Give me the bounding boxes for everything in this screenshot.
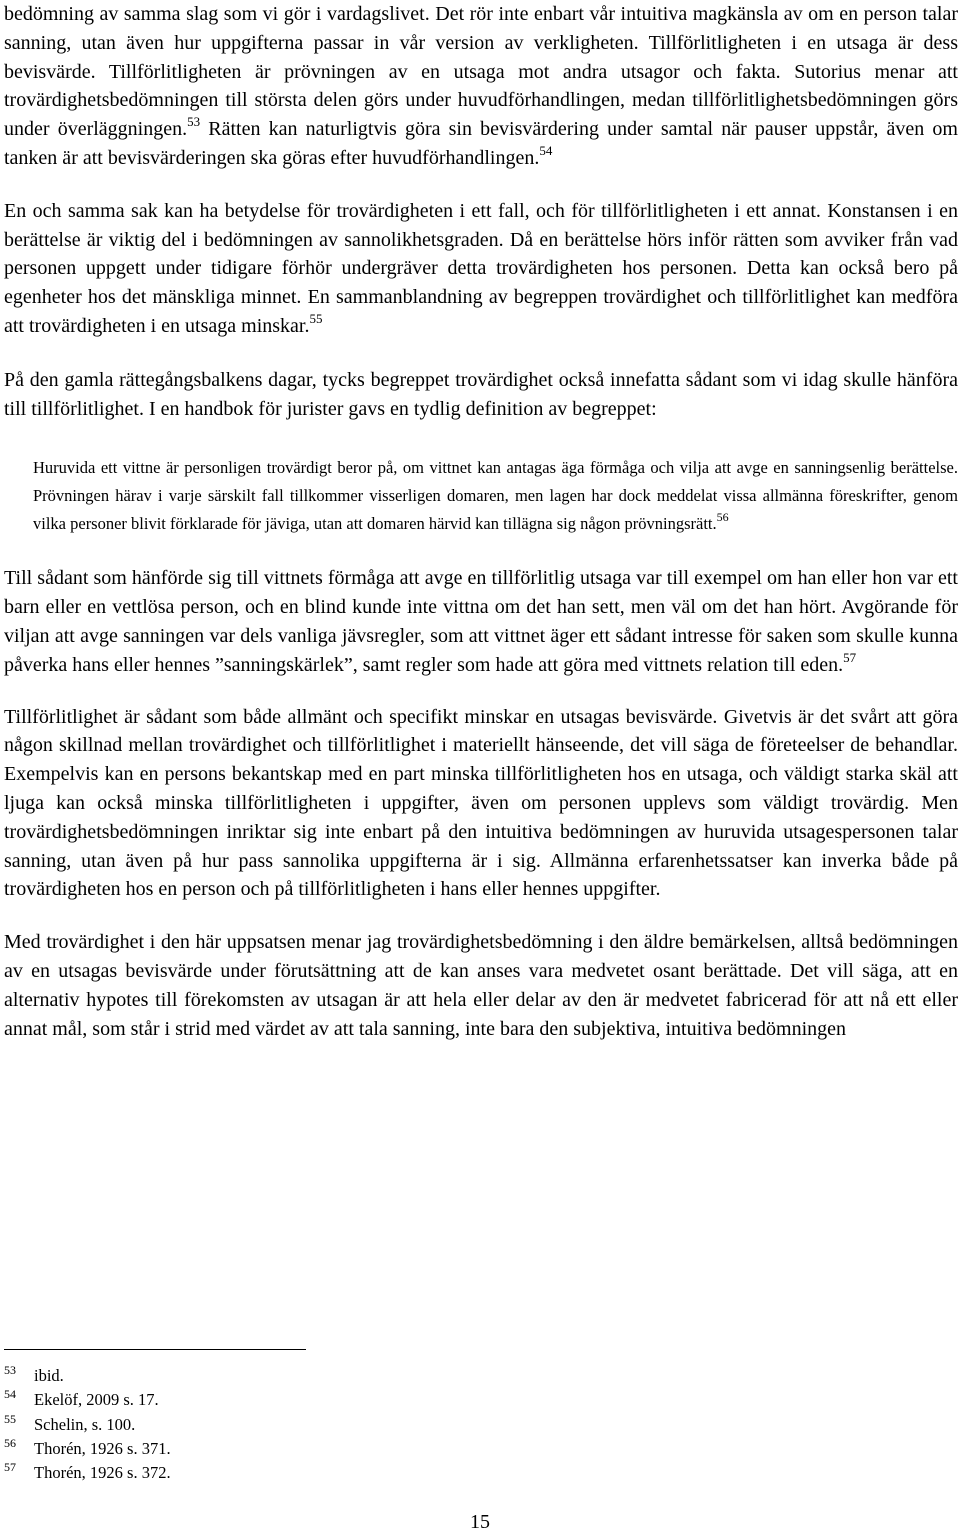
footnotes xyxy=(4,1364,504,1485)
paragraph-text: Tillförlitlighet är sådant som både allmänt och specifikt minskar en utsagas bevisvärde. Givetvis är det svårt att göra någon skillnad mellan trovärdighet och tillförlitlighet i materiellt hänseende, det vill säga de företeelser de behandlar. Exempelvis kan en persons bekantskap med en part minska tillförlitligheten hos en utsaga, och väldigt starka skäl att ljuga kan också minska tillförlitligheten i uppgifter, även om personen upplevs som väldigt trovärdig. Men trovärdighetsbedömningen inriktar sig inte enbart på den intuitiva bedömningen av huruvida utsagespersonen talar sanning, utan även på hur pass sannolika uppgifterna är i sig. Allmänna erfarenhetssatser kan inverka både på trovärdigheten hos en person och på tillförlitligheten i hans eller hennes uppgifter. xyxy=(4,705,958,901)
footnote-ref[interactable]: 56 xyxy=(716,510,729,525)
quote-text: Huruvida ett vittne är personligen trovärdigt beror på, om vittnet kan antagas äga förmåga och vilja att avge en sanningsenlig berättelse. Prövningen härav i varje särskilt fall tillkommer visserligen domaren, men lagen har dock meddelat vissa allmänna föreskrifter, genom vilka personer blivit förklarade för jäviga, utan att domaren härvid kan tillägna sig någon prövningsrätt. xyxy=(33,458,958,534)
footnote-item xyxy=(4,1461,504,1485)
paragraph-6 xyxy=(4,928,958,1043)
paragraph-text: Rätten kan naturligtvis göra sin bevisvärdering under samtal när pauser uppstår, även om tanken är att bevisvärderingen ska göras efter huvudförhandlingen. xyxy=(4,118,958,169)
footnote-text: ibid. xyxy=(34,1366,64,1385)
paragraph-4 xyxy=(4,564,958,679)
footnote-divider xyxy=(4,1349,306,1350)
footnote-ref[interactable]: 57 xyxy=(843,649,857,665)
footnote-item xyxy=(4,1413,504,1437)
paragraph-text: På den gamla rättegångsbalkens dagar, tycks begreppet trovärdighet också innefatta sådant som vi idag skulle hänföra till tillförlitlighet. I en handbok för jurister gavs en tydlig definition av begreppet: xyxy=(4,368,958,420)
paragraph-5 xyxy=(4,703,958,905)
footnote-text: Thorén, 1926 s. 371. xyxy=(34,1438,171,1458)
paragraph-1 xyxy=(4,0,958,173)
footnote-number: 57 xyxy=(4,1460,16,1475)
footnote-number: 53 xyxy=(4,1363,16,1377)
footnote-ref[interactable]: 53 xyxy=(187,114,201,130)
paragraph-3 xyxy=(4,366,958,424)
footnote-ref[interactable]: 55 xyxy=(309,310,323,326)
footnote-text: Schelin, s. 100. xyxy=(34,1414,136,1434)
footnote-item xyxy=(4,1364,504,1388)
page-number: 15 xyxy=(470,1511,490,1533)
footnote-item xyxy=(4,1388,504,1412)
page-body xyxy=(4,0,958,1043)
footnote-number: 55 xyxy=(4,1411,16,1426)
footnote-text: Thorén, 1926 s. 372. xyxy=(34,1463,171,1483)
footnote-number: 54 xyxy=(4,1387,16,1402)
paragraph-text: Med trovärdighet i den här uppsatsen menar jag trovärdighetsbedömning i den äldre bemärkelsen, alltså bedömningen av en utsagas bevisvärde under förutsättning att de kan anses vara medvetet osant berättade. Det vill säga, att en alternativ hypotes till förekomsten av utsagan är att hela eller delar av den är medvetet fabricerad för att nå ett eller annat mål, som står i strid med värdet av att tala sanning, inte bara den subjektiva, intuitiva bedömningen xyxy=(4,931,958,1040)
paragraph-2 xyxy=(4,197,958,341)
footnote-text: Ekelöf, 2009 s. 17. xyxy=(34,1390,159,1410)
paragraph-text: Till sådant som hänförde sig till vittnets förmåga att avge en tillförlitlig utsaga var till exempel om han eller hon var ett barn eller en vettlösa person, och en blind kunde inte vittna om det han sett, men väl om det han hört. Avgörande för viljan att avge sanningen var dels vanliga jävsregler, som att vittnet äger ett sådant intresse för saken som skulle kunna påverka hans eller hennes ”sanningskärlek”, samt regler som hade att göra med vittnets relation till eden. xyxy=(4,567,958,676)
block-quote xyxy=(33,454,958,538)
footnote-number: 56 xyxy=(4,1435,16,1450)
paragraph-text: En och samma sak kan ha betydelse för trovärdigheten i ett fall, och för tillförlitligheten i ett annat. Konstansen i en berättelse är viktig del i bedömningen av sannolikhetsgraden. Då en berättelse hörs inför rätten som avviker från vad personen uppgett under tidigare förhör undergräver detta trovärdigheten hos personen. Detta kan också bero på egenheter hos det mänskliga minnet. En sammanblandning av begreppen trovärdighet och tillförlitlighet kan medföra att trovärdigheten i en utsaga minskar. xyxy=(4,199,958,337)
paragraph-text: bedömning av samma slag som vi gör i vardagslivet. Det rör inte enbart vår intuitiva magkänsla av om en person talar sanning, utan även hur uppgifterna passar in vår version av verkligheten. Tillförlitligheten i en utsaga är dess bevisvärde. Tillförlitligheten är prövningen av en utsaga mot andra utsagor och fakta. Sutorius menar att trovärdighetsbedömningen till största delen görs under huvudförhandlingen, medan tillförlitlighetsbedömningen görs under överläggningen. xyxy=(4,3,958,141)
footnote-item xyxy=(4,1437,504,1461)
footnote-ref[interactable]: 54 xyxy=(539,142,553,158)
